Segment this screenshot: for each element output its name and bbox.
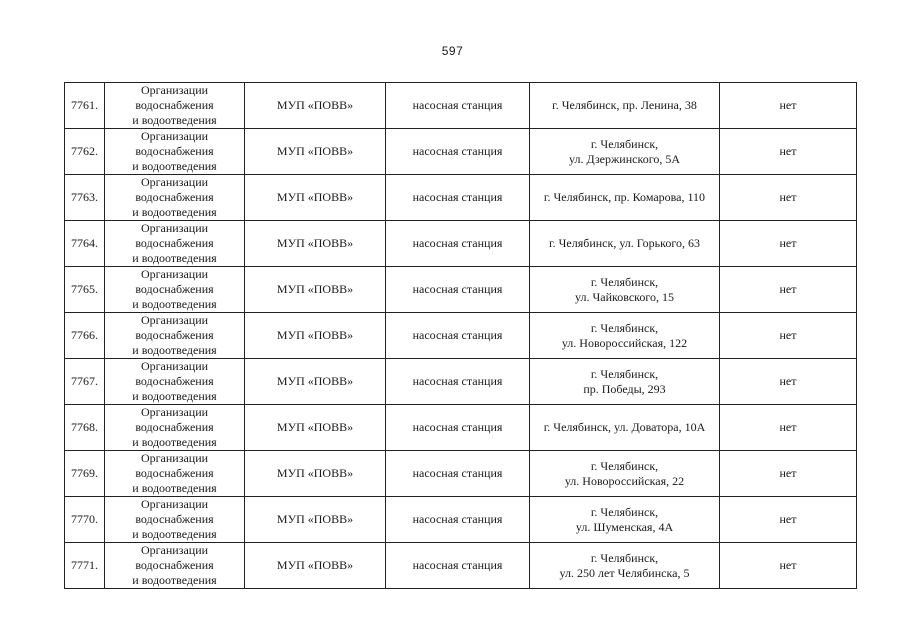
organization-category-line: и водоотведения: [132, 297, 217, 311]
row-number-cell: 7771.: [65, 543, 105, 589]
address-cell: [530, 405, 720, 451]
table-row: [65, 543, 857, 589]
address-line: ул. Чайковского, 15: [575, 289, 674, 304]
object-type-cell: насосная станция: [386, 451, 530, 497]
address-line: ул. 250 лет Челябинска, 5: [559, 565, 690, 580]
address-line: г. Челябинск, пр. Ленина, 38: [552, 98, 697, 112]
table-row: [65, 359, 857, 405]
address-line: г. Челябинск,: [590, 136, 659, 151]
owner-cell: МУП «ПОВВ»: [245, 359, 386, 405]
address-line: ул. Дзержинского, 5А: [569, 151, 680, 166]
address-line: г. Челябинск, ул. Горького, 63: [549, 236, 700, 250]
row-number-cell: 7768.: [65, 405, 105, 451]
organization-category-line: Организации: [140, 451, 209, 465]
organization-category-line: и водоотведения: [132, 435, 217, 449]
object-type-cell: насосная станция: [386, 83, 530, 129]
object-type-cell: насосная станция: [386, 313, 530, 359]
organization-category-line: Организации: [140, 175, 209, 189]
address-line: ул. Новороссийская, 122: [561, 335, 688, 350]
owner-cell: МУП «ПОВВ»: [245, 221, 386, 267]
organization-category-line: Организации: [140, 497, 209, 511]
owner-cell: МУП «ПОВВ»: [245, 83, 386, 129]
flag-cell: нет: [720, 129, 857, 175]
page-number: 597: [441, 44, 464, 58]
row-number-cell: 7767.: [65, 359, 105, 405]
address-cell: [530, 313, 720, 359]
address-line: г. Челябинск,: [590, 274, 659, 289]
organization-category-cell: [105, 313, 245, 359]
organization-category-line: и водоотведения: [132, 527, 217, 541]
organization-category-line: и водоотведения: [132, 205, 217, 219]
object-type-cell: насосная станция: [386, 497, 530, 543]
organization-category-cell: [105, 129, 245, 175]
owner-cell: МУП «ПОВВ»: [245, 405, 386, 451]
object-type-cell: насосная станция: [386, 129, 530, 175]
address-cell: [530, 129, 720, 175]
flag-cell: нет: [720, 313, 857, 359]
flag-cell: нет: [720, 267, 857, 313]
organization-category-cell: [105, 267, 245, 313]
address-line: г. Челябинск,: [590, 320, 659, 335]
organization-category-line: Организации: [140, 313, 209, 327]
organization-category-line: Организации: [140, 405, 209, 419]
address-line: г. Челябинск,: [590, 458, 659, 473]
organization-category-line: водоснабжения: [135, 512, 214, 526]
organization-category-line: Организации: [140, 543, 209, 557]
flag-cell: нет: [720, 497, 857, 543]
organization-category-line: водоснабжения: [135, 466, 214, 480]
owner-cell: МУП «ПОВВ»: [245, 267, 386, 313]
organization-category-line: и водоотведения: [132, 159, 217, 173]
address-cell: [530, 83, 720, 129]
address-line: г. Челябинск,: [590, 504, 659, 519]
address-line: пр. Победы, 293: [583, 381, 666, 396]
row-number-cell: 7765.: [65, 267, 105, 313]
row-number-cell: 7764.: [65, 221, 105, 267]
organization-category-line: Организации: [140, 267, 209, 281]
organization-category-cell: [105, 83, 245, 129]
address-cell: [530, 543, 720, 589]
organization-category-line: Организации: [140, 83, 209, 97]
table-row: [65, 129, 857, 175]
organization-category-line: и водоотведения: [132, 251, 217, 265]
object-type-cell: насосная станция: [386, 543, 530, 589]
owner-cell: МУП «ПОВВ»: [245, 313, 386, 359]
owner-cell: МУП «ПОВВ»: [245, 497, 386, 543]
table-row: [65, 267, 857, 313]
flag-cell: нет: [720, 405, 857, 451]
flag-cell: нет: [720, 543, 857, 589]
address-cell: [530, 267, 720, 313]
organization-category-cell: [105, 405, 245, 451]
address-cell: [530, 221, 720, 267]
organization-category-cell: [105, 451, 245, 497]
organization-category-line: водоснабжения: [135, 236, 214, 250]
owner-cell: МУП «ПОВВ»: [245, 175, 386, 221]
flag-cell: нет: [720, 221, 857, 267]
object-type-cell: насосная станция: [386, 267, 530, 313]
address-line: г. Челябинск, пр. Комарова, 110: [543, 190, 706, 204]
object-type-cell: насосная станция: [386, 405, 530, 451]
row-number-cell: 7761.: [65, 83, 105, 129]
organization-category-cell: [105, 543, 245, 589]
address-line: г. Челябинск,: [590, 550, 659, 565]
object-type-cell: насосная станция: [386, 359, 530, 405]
organization-category-line: и водоотведения: [132, 481, 217, 495]
owner-cell: МУП «ПОВВ»: [245, 543, 386, 589]
owner-cell: МУП «ПОВВ»: [245, 451, 386, 497]
address-line: ул. Шуменская, 4А: [575, 519, 674, 534]
organization-category-line: водоснабжения: [135, 374, 214, 388]
address-cell: [530, 359, 720, 405]
organization-category-line: Организации: [140, 221, 209, 235]
row-number-cell: 7762.: [65, 129, 105, 175]
address-line: г. Челябинск, ул. Доватора, 10А: [543, 420, 706, 434]
table-row: [65, 451, 857, 497]
address-line: г. Челябинск,: [590, 366, 659, 381]
organization-category-line: водоснабжения: [135, 144, 214, 158]
flag-cell: нет: [720, 83, 857, 129]
organization-category-line: водоснабжения: [135, 558, 214, 572]
table-row: [65, 497, 857, 543]
table-row: [65, 175, 857, 221]
table-row: [65, 405, 857, 451]
address-line: ул. Новороссийская, 22: [564, 473, 685, 488]
row-number-cell: 7766.: [65, 313, 105, 359]
flag-cell: нет: [720, 175, 857, 221]
organization-category-line: и водоотведения: [132, 343, 217, 357]
address-cell: [530, 175, 720, 221]
object-type-cell: насосная станция: [386, 221, 530, 267]
organization-category-line: водоснабжения: [135, 328, 214, 342]
organization-category-cell: [105, 359, 245, 405]
organization-category-cell: [105, 221, 245, 267]
row-number-cell: 7770.: [65, 497, 105, 543]
organization-category-line: Организации: [140, 129, 209, 143]
flag-cell: нет: [720, 451, 857, 497]
organization-category-cell: [105, 497, 245, 543]
organization-category-line: водоснабжения: [135, 282, 214, 296]
organization-category-line: водоснабжения: [135, 190, 214, 204]
object-type-cell: насосная станция: [386, 175, 530, 221]
table-row: [65, 313, 857, 359]
row-number-cell: 7763.: [65, 175, 105, 221]
table-row: [65, 221, 857, 267]
flag-cell: нет: [720, 359, 857, 405]
address-cell: [530, 451, 720, 497]
organization-category-line: Организации: [140, 359, 209, 373]
organization-category-line: и водоотведения: [132, 113, 217, 127]
row-number-cell: 7769.: [65, 451, 105, 497]
organization-category-line: водоснабжения: [135, 98, 214, 112]
table-row: [65, 83, 857, 129]
registry-table-body: [65, 83, 857, 589]
organization-category-line: и водоотведения: [132, 573, 217, 587]
organization-category-line: и водоотведения: [132, 389, 217, 403]
address-cell: [530, 497, 720, 543]
organization-category-cell: [105, 175, 245, 221]
organization-category-line: водоснабжения: [135, 420, 214, 434]
owner-cell: МУП «ПОВВ»: [245, 129, 386, 175]
registry-table: [64, 82, 857, 589]
